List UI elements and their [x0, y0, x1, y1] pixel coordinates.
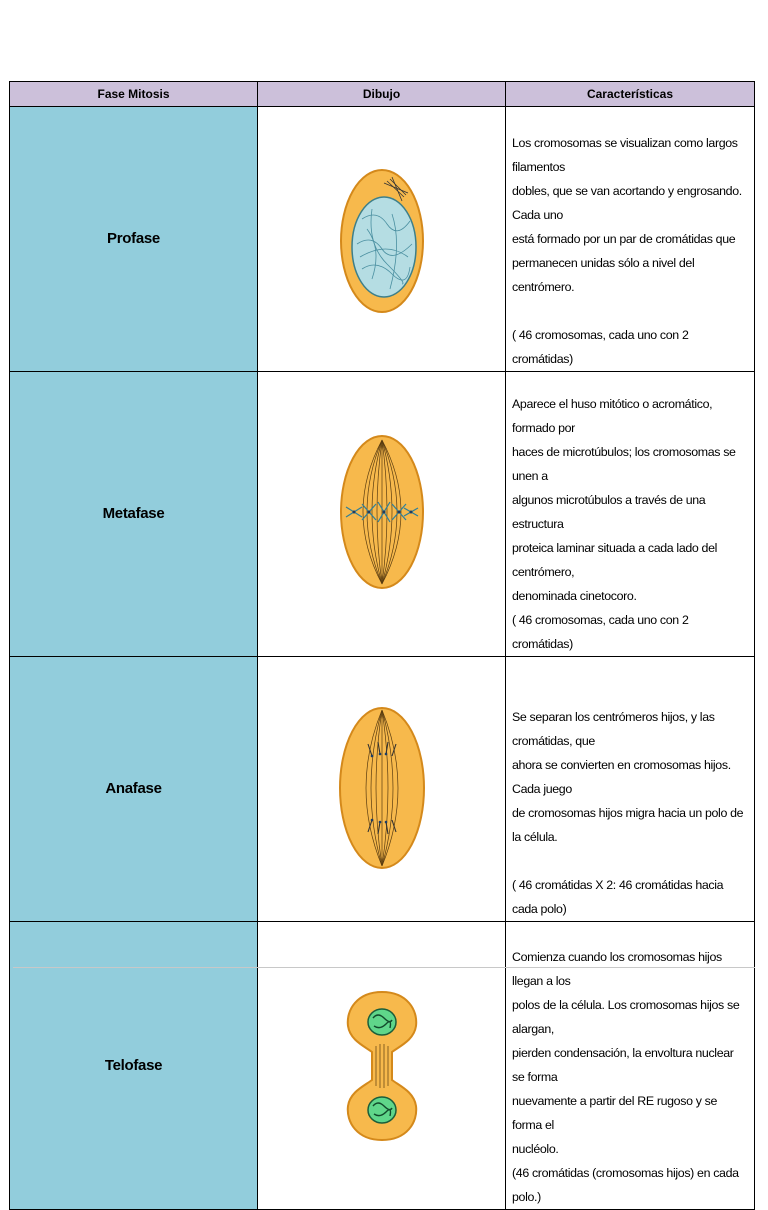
drawing-cell: [258, 922, 506, 1210]
phase-cell: [10, 107, 258, 372]
phase-cell: [10, 657, 258, 922]
phase-description: Comienza cuando los cromosomas hijos llegan a los polos de la célula. Los cromosomas hijos se alargan, pierden condensación, la envoltura nuclear se forma nuevamente a partir del RE rugoso y se forma el nucléolo. (46 cromátidas (cromosomas hijos) en cada polo.): [512, 950, 740, 1204]
drawing-cell: [258, 107, 506, 372]
description-cell: [506, 922, 755, 1210]
table-row: [10, 107, 755, 372]
header-dibujo: Dibujo: [258, 82, 506, 107]
phase-name: Anafase: [105, 780, 162, 797]
phase-name: Metafase: [102, 505, 165, 522]
table-row: [10, 922, 755, 1210]
mitosis-table: [9, 81, 755, 1210]
table-row: [10, 372, 755, 657]
phase-cell: [10, 922, 258, 1210]
header-caracteristicas: Características: [506, 82, 755, 107]
drawing-cell: [258, 372, 506, 657]
phase-name: Telofase: [104, 1056, 163, 1074]
phase-description: Se separan los centrómeros hijos, y las cromátidas, que ahora se convierten en cromosomas hijos. Cada juego de cromosomas hijos migra hacia un polo de la célula. ( 46 cromátidas X 2: 46 cromátidas hacia cada polo): [512, 710, 744, 916]
table-row: [10, 657, 755, 922]
phase-cell: [10, 372, 258, 657]
drawing-cell: [258, 657, 506, 922]
telophase-cell-icon: [342, 986, 422, 1146]
header-fase: Fase Mitosis: [10, 82, 258, 107]
anaphase-cell-icon: [332, 704, 432, 874]
description-cell: [506, 372, 755, 657]
description-cell: [506, 657, 755, 922]
prophase-cell-icon: [332, 149, 432, 329]
phase-description: Aparece el huso mitótico o acromático, formado por haces de microtúbulos; los cromosomas se unen a algunos microtúbulos a través de una estructura proteica laminar situada a cada lado del centrómero, denominada cinetocoro. ( 46 cromosomas, cada uno con 2 cromátidas): [512, 397, 736, 651]
metaphase-cell-icon: [332, 432, 432, 597]
phase-description: Los cromosomas se visualizan como largos filamentos dobles, que se van acortando y engrosando. Cada uno está formado por un par de cromátidas que permanecen unidas sólo a nivel del centrómero. ( 46 cromosomas, cada uno con 2 cromátidas): [512, 136, 742, 366]
description-cell: [506, 107, 755, 372]
table-header-row: [10, 82, 755, 107]
page-divider: [13, 967, 755, 968]
phase-name: Profase: [107, 230, 160, 247]
